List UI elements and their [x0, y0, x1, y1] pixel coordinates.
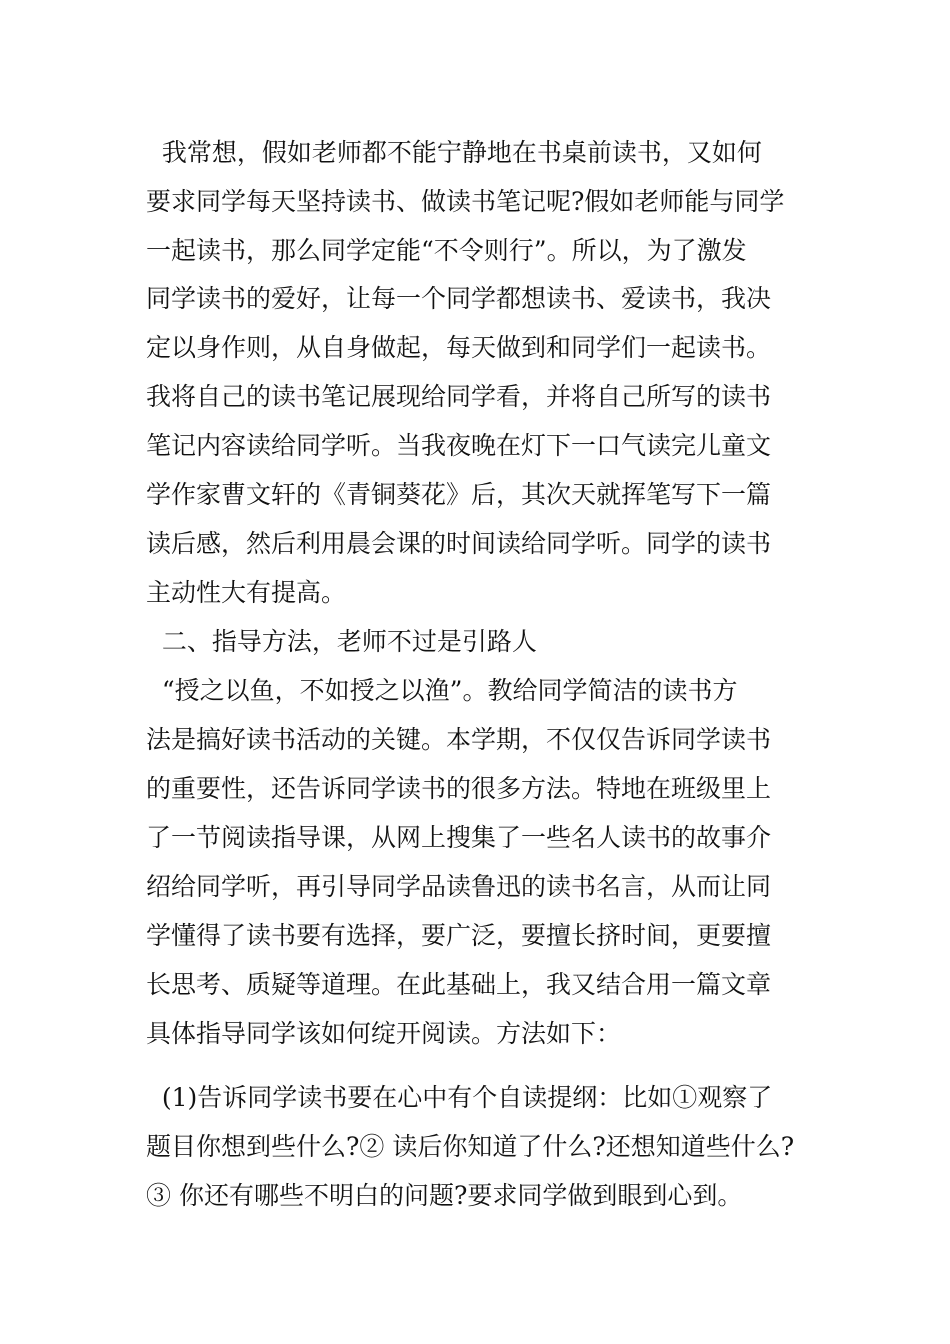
list-item-text: 题目你想到些什么?② 读后你知道了什么?还想知道些什么? [146, 1132, 795, 1161]
text-line: 读后感，然后利用晨会课的时间读给同学听。同学的读书 [146, 529, 772, 558]
text-line: 学作家曹文轩的《青铜葵花》后，其次天就挥笔写下一篇 [146, 480, 772, 509]
text-line: 法是搞好读书活动的关键。本学期，不仅仅告诉同学读书 [146, 725, 772, 754]
section-heading: 二、指导方法，老师不过是引路人 [146, 627, 537, 656]
text-line: 的重要性，还告诉同学读书的很多方法。特地在班级里上 [146, 774, 772, 803]
list-item-text: (1)告诉同学读书要在心中有个自读提纲：比如①观察了 [146, 1083, 773, 1112]
text-line: 笔记内容读给同学听。当我夜晚在灯下一口气读完儿童文 [146, 431, 772, 460]
text-line: 我常想，假如老师都不能宁静地在书桌前读书，又如何 [146, 138, 762, 167]
text-line: 同学读书的爱好，让每一个同学都想读书、爱读书，我决 [146, 284, 772, 313]
text-line: “授之以鱼，不如授之以渔”。教给同学简洁的读书方 [146, 676, 738, 705]
text-line: 长思考、质疑等道理。在此基础上，我又结合用一篇文章 [146, 970, 772, 999]
text-line: 主动性大有提高。 [146, 578, 347, 607]
text-line: 定以身作则，从自身做起，每天做到和同学们一起读书。 [146, 333, 772, 362]
text-line: 一起读书，那么同学定能“不令则行”。所以，为了激发 [146, 236, 747, 265]
text-line: 我将自己的读书笔记展现给同学看，并将自己所写的读书 [146, 382, 772, 411]
text-line: 绍给同学听，再引导同学品读鲁迅的读书名言，从而让同 [146, 872, 772, 901]
text-line: 具体指导同学该如何绽开阅读。方法如下： [146, 1019, 622, 1048]
text-line: 了一节阅读指导课，从网上搜集了一些名人读书的故事介 [146, 823, 772, 852]
list-item-text: ③ 你还有哪些不明白的问题?要求同学做到眼到心到。 [146, 1181, 743, 1210]
text-line: 要求同学每天坚持读书、做读书笔记呢?假如老师能与同学 [146, 187, 785, 216]
text-line: 学懂得了读书要有选择，要广泛，要擅长挤时间，更要擅 [146, 921, 772, 950]
